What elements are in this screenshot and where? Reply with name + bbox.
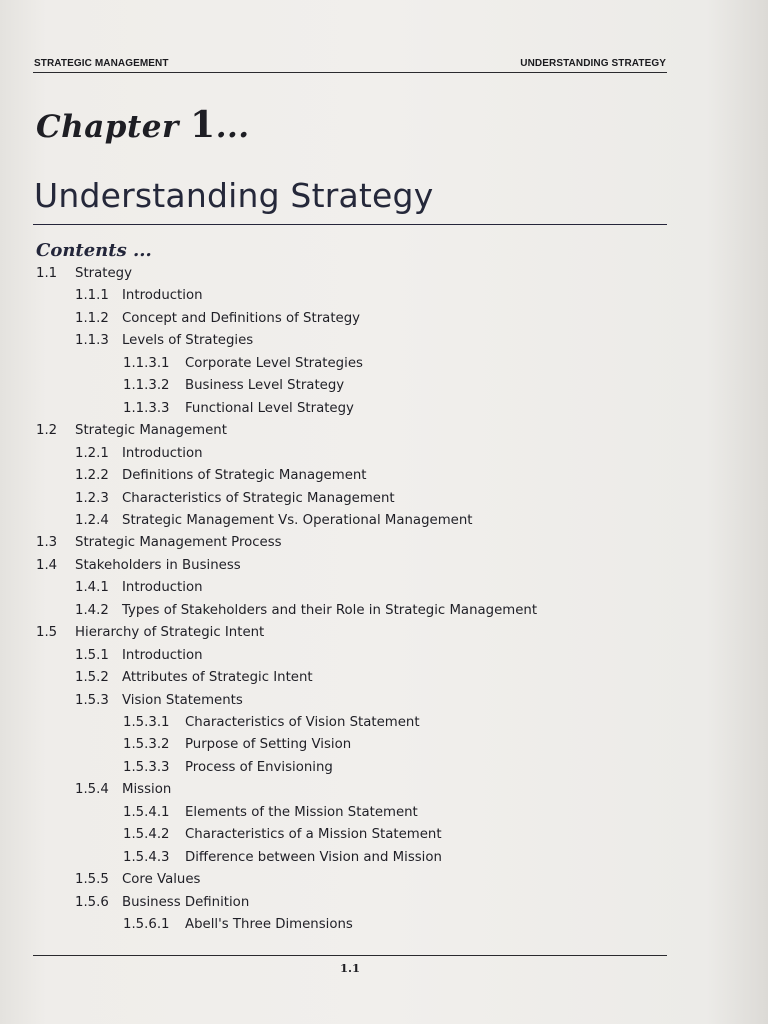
toc-entry-number: 1.4 <box>36 557 58 573</box>
chapter-title: Understanding Strategy <box>34 176 434 215</box>
toc-entry <box>36 423 227 438</box>
toc-entry-title: Strategy <box>75 266 132 281</box>
toc-entry <box>75 670 313 685</box>
toc-entry-title: Business Definition <box>122 894 250 910</box>
toc-entry <box>75 288 203 303</box>
toc-entry-title: Definitions of Strategic Management <box>122 468 367 484</box>
toc-entry-number: 1.3 <box>36 535 58 551</box>
toc-entry-title: Introduction <box>122 580 203 596</box>
toc-entry-title: Hierarchy of Strategic Intent <box>75 625 265 641</box>
toc-entry-title: Purpose of Setting Vision <box>185 737 352 753</box>
toc-entry-title: Mission <box>122 782 172 798</box>
toc-entry-number: 1.1.3.3 <box>123 400 170 416</box>
toc-entry <box>36 535 282 550</box>
toc-entry <box>123 378 344 393</box>
toc-entry <box>75 693 243 708</box>
toc-entry <box>75 580 203 595</box>
toc-entry-number: 1.1.3.1 <box>123 355 170 371</box>
toc-entry-title: Concept and Definitions of Strategy <box>122 310 361 326</box>
toc-entry <box>123 805 418 820</box>
toc-entry <box>123 356 363 371</box>
toc-entry-number: 1.2.2 <box>75 468 109 484</box>
toc-entry <box>75 491 395 506</box>
running-head-right: UNDERSTANDING STRATEGY <box>520 58 666 69</box>
toc-entry-title: Attributes of Strategic Intent <box>122 670 313 686</box>
toc-entry <box>75 446 203 461</box>
toc-entry-number: 1.5.2 <box>75 670 109 686</box>
running-head <box>34 58 666 69</box>
toc-entry <box>75 648 203 663</box>
toc-entry-number: 1.1.2 <box>75 310 109 326</box>
toc-entry <box>75 311 360 326</box>
toc-entry-number: 1.2.3 <box>75 490 109 506</box>
toc-entry-title: Characteristics of a Mission Statement <box>185 827 442 843</box>
toc-entry-number: 1.1.3.2 <box>123 378 170 394</box>
toc-entry-number: 1.5.5 <box>75 872 109 888</box>
toc-entry-title: Characteristics of Strategic Management <box>122 490 395 506</box>
toc-entry-title: Strategic Management Process <box>75 535 282 551</box>
toc-entry-number: 1.1 <box>36 266 58 281</box>
toc-entry-title: Characteristics of Vision Statement <box>185 715 420 730</box>
toc-entry-title: Core Values <box>122 872 201 888</box>
toc-entry-number: 1.4.2 <box>75 602 109 618</box>
toc-entry <box>75 513 472 528</box>
footer-rule <box>33 955 667 956</box>
running-head-left: STRATEGIC MANAGEMENT <box>34 58 169 69</box>
toc-entry <box>75 468 367 483</box>
toc-entry-number: 1.5.6 <box>75 894 109 910</box>
toc-entry <box>123 827 442 842</box>
toc-entry <box>75 782 171 797</box>
toc-entry-number: 1.2 <box>36 423 58 439</box>
toc-entry-title: Stakeholders in Business <box>75 557 241 573</box>
toc-entry <box>123 850 442 865</box>
toc-entry-number: 1.1.3 <box>75 333 109 349</box>
header-rule <box>33 72 667 73</box>
page-number: 1.1 <box>339 961 360 975</box>
toc-entry-title: Elements of the Mission Statement <box>185 804 418 820</box>
toc-entry <box>123 760 333 775</box>
toc-entry-number: 1.5.6.1 <box>123 917 170 933</box>
toc-entry-number: 1.5.4.2 <box>123 827 170 843</box>
toc-entry-title: Introduction <box>122 445 203 461</box>
toc-entry-number: 1.5.3 <box>75 692 109 708</box>
chapter-label <box>36 104 250 146</box>
toc-entry-number: 1.5 <box>36 625 58 641</box>
toc-entry-title: Strategic Management Vs. Operational Management <box>122 512 473 528</box>
toc-entry <box>123 737 351 752</box>
chapter-ellipsis: ... <box>215 109 250 145</box>
toc-entry <box>36 625 264 640</box>
toc-entry-title: Functional Level Strategy <box>185 400 354 416</box>
toc-entry <box>123 401 354 416</box>
toc-entry-number: 1.5.3.1 <box>123 715 170 730</box>
toc-entry-number: 1.5.4.3 <box>123 849 170 865</box>
contents-heading: Contents ... <box>36 240 152 261</box>
title-rule <box>33 224 667 225</box>
toc-entry <box>36 558 241 573</box>
toc-entry-title: Types of Stakeholders and their Role in Strategic Management <box>122 602 538 618</box>
toc-entry-number: 1.5.4 <box>75 782 109 798</box>
toc-entry <box>75 603 537 618</box>
toc-entry-number: 1.5.4.1 <box>123 804 170 820</box>
toc-entry-title: Introduction <box>122 288 203 304</box>
toc-entry-number: 1.2.1 <box>75 445 109 461</box>
chapter-word: Chapter <box>36 109 179 145</box>
toc-entry-number: 1.5.1 <box>75 647 109 663</box>
toc-entry-number: 1.5.3.2 <box>123 737 170 753</box>
toc-entry-title: Process of Envisioning <box>185 759 333 775</box>
toc-entry-title: Business Level Strategy <box>185 378 345 394</box>
chapter-number: 1 <box>190 104 216 146</box>
toc-entry-title: Corporate Level Strategies <box>185 355 363 371</box>
toc-entry <box>75 895 249 910</box>
toc-entry-number: 1.1.1 <box>75 288 109 304</box>
toc-entry-title: Vision Statements <box>122 692 243 708</box>
toc-entry <box>75 872 200 887</box>
toc-entry-title: Introduction <box>122 647 203 663</box>
toc-entry <box>123 917 353 932</box>
toc-entry-title: Difference between Vision and Mission <box>185 849 442 865</box>
toc-entry-title: Levels of Strategies <box>122 333 254 349</box>
toc-entry <box>36 266 132 281</box>
toc-entry-title: Strategic Management <box>75 423 227 439</box>
toc-entry-number: 1.2.4 <box>75 512 109 528</box>
toc-entry-number: 1.4.1 <box>75 580 109 596</box>
toc-entry <box>123 715 420 730</box>
toc-entry <box>75 333 253 348</box>
toc-entry-number: 1.5.3.3 <box>123 759 170 775</box>
toc-entry-title: Abell's Three Dimensions <box>185 917 353 933</box>
